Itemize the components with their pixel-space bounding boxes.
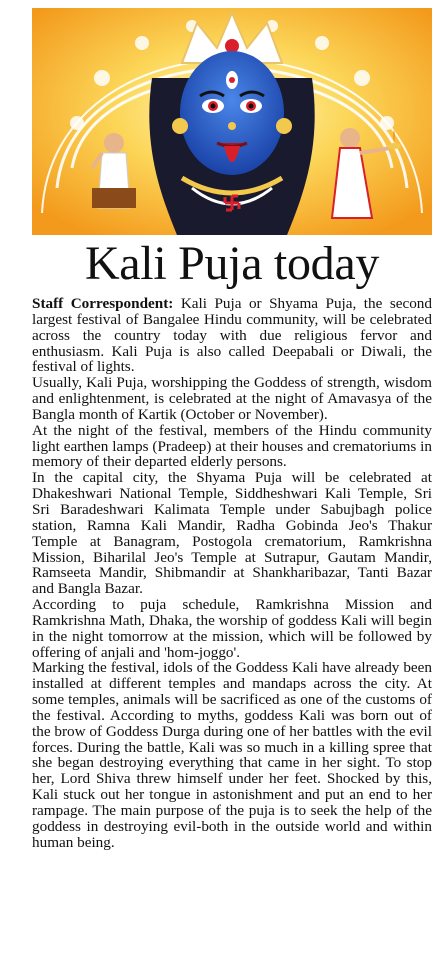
article-body (32, 296, 432, 851)
article-paragraph: In the capital city, the Shyama Puja will be celebrated at Dhakeshwari National Temple, Siddheshwari Kali Temple, Sri Sri Baradeshwari Kalimata Temple under Sabujbagh police station, Ramna Kali Mandir, Radha Gobinda Jeo's Thakur Temple at Banagram, Postogola crematorium, Ramkrishna Mission, Biharilal Jeo's Temple at Sutrapur, Gautam Mandir, Ramseeta Mandir, Shibmandir at Shankharibazar, Tanti Bazar and Bangla Bazar. (32, 469, 432, 598)
article-paragraph: Marking the festival, idols of the Goddess Kali have already been installed at different temples and mandaps across the city. At some temples, animals will be sacrificed as one of the customs of the festival. According to myths, goddess Kali was born out of the brow of Goddess Durga during one of her battles with the evil forces. During the battle, Kali was so much in a killing spree that she began destroying everything that came in her sight. To stop her, Lord Shiva threw himself under her feet. Shocked by this, Kali stuck out her tongue in astonishment and put an end to her rampage. The main purpose of the puja is to seek the help of the goddess in destroying evil-both in the outside world and within human being. (32, 659, 432, 851)
article-headline: Kali Puja today (84, 237, 380, 290)
article-paragraph: At the night of the festival, members of the Hindu community light earthen lamps (Pradeep) at their houses and crematoriums in memory of their departed elderly persons. (32, 421, 432, 471)
article-paragraph: According to puja schedule, Ramkrishna Mission and Ramkrishna Math, Dhaka, the worship of goddess Kali will begin in the night tomorrow at the mission, which will be followed by offering of anjali and 'hom-joggo'. (32, 596, 432, 661)
article-paragraph: Usually, Kali Puja, worshipping the Goddess of strength, wisdom and enlightenment, is celebrated at the night of Amavasya of the Bangla month of Kartik (October or November). (32, 374, 432, 423)
article-paragraph (32, 296, 432, 375)
byline: Staff Correspondent: (32, 295, 174, 312)
hero-illustration (32, 8, 432, 235)
paragraph-text: Kali Puja or Shyama Puja, the second largest festival of Bangalee Hindu community, will be celebrated across the country today with due religious fervor and enthusiasm. Kali Puja is also called Deepabali or Diwali, the festival of lights. (32, 295, 432, 376)
